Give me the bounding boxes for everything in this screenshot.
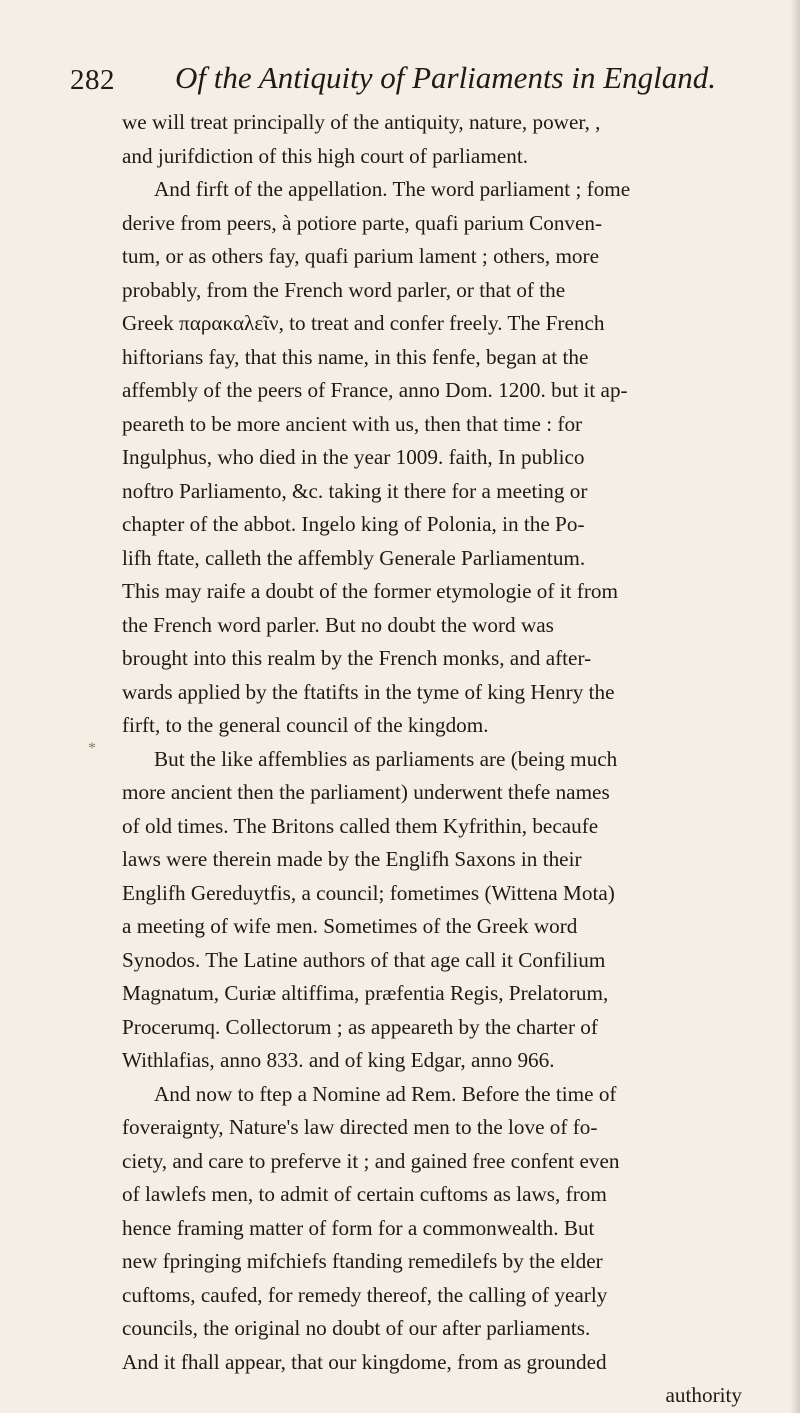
text-line: But the like affemblies as parliaments are (being much xyxy=(154,746,618,771)
text-line: hence framing matter of form for a commonwealth. But xyxy=(122,1215,595,1240)
text-line: and jurifdiction of this high court of parliament. xyxy=(122,143,528,168)
text-line: of old times. The Britons called them Kyfrithin, becaufe xyxy=(122,813,599,838)
text-line: Englifh Gereduytfis, a council; fometimes (Wittena Mota) xyxy=(122,880,615,905)
text-line: Withlafias, anno 833. and of king Edgar, anno 966. xyxy=(122,1048,555,1072)
text-line: we will treat principally of the antiquity, nature, power, , xyxy=(122,110,601,134)
text-line: noftro Parliamento, &c. taking it there for a meeting or xyxy=(122,478,588,503)
text-line: new fpringing mifchiefs ftanding remedilefs by the elder xyxy=(122,1249,603,1273)
text-line: tum, or as others fay, quafi parium lament ; others, more xyxy=(122,244,599,268)
text-line: firft, to the general council of the kingdom. xyxy=(122,713,489,737)
text-line: hiftorians fay, that this name, in this fenfe, began at the xyxy=(122,344,589,369)
text-line: brought into this realm by the French monks, and after- xyxy=(122,646,592,670)
text-line: the French word parler. But no doubt the word was xyxy=(122,612,554,637)
text-line: councils, the original no doubt of our after parliaments. xyxy=(122,1316,591,1340)
text-line: This may raife a doubt of the former etymologie of it from xyxy=(122,579,618,603)
running-head: Of the Antiquity of Parliaments in England. xyxy=(175,60,717,95)
text-line: laws were therein made by the Englifh Saxons in their xyxy=(122,847,582,871)
body-text xyxy=(122,106,762,1413)
page-number: 282 xyxy=(70,64,115,96)
text-line: Ingulphus, who died in the year 1009. faith, In publico xyxy=(122,445,585,469)
text-line: peareth to be more ancient with us, then that time : for xyxy=(122,411,583,436)
page-edge-shadow xyxy=(790,0,800,1413)
margin-mark: * xyxy=(88,740,96,757)
text-line: wards applied by the ftatifts in the tyme of king Henry the xyxy=(122,679,615,704)
text-line: a meeting of wife men. Sometimes of the Greek word xyxy=(122,914,578,938)
text-line: Procerumq. Collectorum ; as appeareth by the charter of xyxy=(122,1014,598,1039)
text-line: cuftoms, caufed, for remedy thereof, the calling of yearly xyxy=(122,1282,608,1307)
text-line: derive from peers, à potiore parte, quafi parium Conven- xyxy=(122,210,603,235)
text-line: foveraignty, Nature's law directed men to the love of fo- xyxy=(122,1115,598,1139)
text-line: more ancient then the parliament) underwent thefe names xyxy=(122,780,610,804)
text-line: of lawlefs men, to admit of certain cuftoms as laws, from xyxy=(122,1182,607,1206)
text-line: Magnatum, Curiæ altiffima, præfentia Regis, Prelatorum, xyxy=(122,981,609,1005)
text-line: affembly of the peers of France, anno Dom. 1200. but it ap- xyxy=(122,378,628,402)
text-line: lifh ftate, calleth the affembly Generale Parliamentum. xyxy=(122,545,586,570)
text-line: chapter of the abbot. Ingelo king of Polonia, in the Po- xyxy=(122,512,585,536)
text-line: And firft of the appellation. The word parliament ; fome xyxy=(154,177,631,201)
text-line: ciety, and care to preferve it ; and gained free confent even xyxy=(122,1148,620,1173)
text-line: probably, from the French word parler, or that of the xyxy=(122,277,566,302)
catchword: authority xyxy=(665,1383,742,1407)
text-line: Synodos. The Latine authors of that age call it Confilium xyxy=(122,947,606,972)
text-line: Greek παρακαλεῖν, to treat and confer freely. The French xyxy=(122,311,605,335)
text-line: And now to ftep a Nomine ad Rem. Before the time of xyxy=(154,1081,617,1106)
text-line: And it fhall appear, that our kingdome, from as grounded xyxy=(122,1349,607,1374)
